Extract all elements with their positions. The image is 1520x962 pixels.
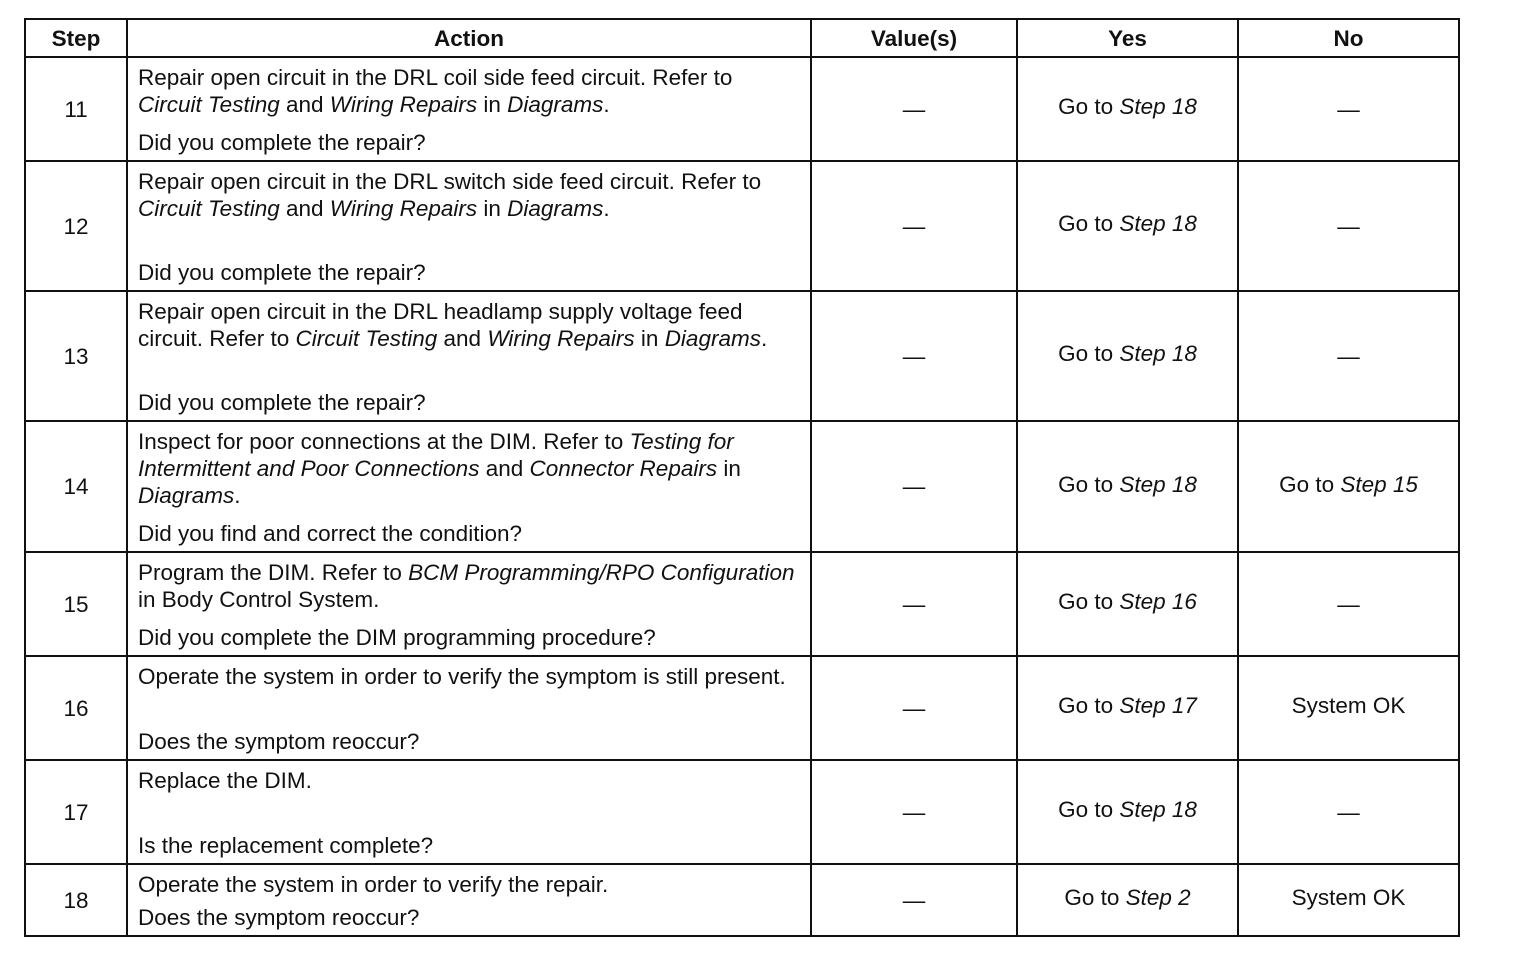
table-row — [25, 760, 1459, 864]
no-cell — [1238, 864, 1459, 936]
reference-text: Wiring Repairs — [329, 92, 478, 117]
instruction-text: and — [279, 92, 330, 117]
header-values: Value(s) — [811, 19, 1017, 57]
reference-text: Circuit Testing — [295, 326, 438, 351]
yes-goto-text: Go to — [1058, 94, 1120, 119]
no-cell — [1238, 656, 1459, 760]
table-row — [25, 552, 1459, 656]
reference-text: Wiring Repairs — [487, 326, 635, 351]
instruction-text: Inspect for poor connections at the DIM. Refer to — [138, 429, 630, 454]
value-cell: — — [811, 760, 1017, 864]
action-cell — [127, 864, 811, 936]
no-result-text: — — [1337, 344, 1360, 369]
step-number: 17 — [25, 760, 127, 864]
action-cell — [127, 161, 811, 291]
action-question: Is the replacement complete? — [138, 833, 434, 858]
instruction-text: Repair open circuit in the DRL switch side feed circuit. Refer to — [138, 169, 762, 194]
yes-step-ref: Step 18 — [1119, 797, 1197, 822]
action-question: Did you complete the repair? — [138, 260, 426, 285]
reference-text: Circuit Testing — [138, 92, 280, 117]
table-row — [25, 656, 1459, 760]
action-question: Did you complete the DIM programming procedure? — [138, 625, 656, 650]
no-cell — [1238, 57, 1459, 161]
value-cell: — — [811, 864, 1017, 936]
table-row — [25, 421, 1459, 552]
yes-step-ref: Step 18 — [1119, 471, 1197, 497]
action-instruction — [138, 168, 800, 222]
action-cell — [127, 421, 811, 552]
table-row — [25, 161, 1459, 291]
instruction-text: and — [279, 196, 330, 221]
instruction-text: . — [603, 92, 610, 117]
action-instruction — [138, 663, 800, 690]
reference-text: Circuit Testing — [138, 196, 280, 221]
no-cell — [1238, 552, 1459, 656]
action-question: Did you complete the repair? — [138, 130, 426, 155]
instruction-text: Operate the system in order to verify the repair. — [138, 872, 609, 897]
yes-step-ref: Step 16 — [1119, 589, 1197, 614]
yes-goto-text: Go to — [1058, 211, 1120, 236]
yes-cell — [1017, 421, 1238, 552]
action-cell — [127, 656, 811, 760]
yes-step-ref: Step 18 — [1119, 211, 1197, 236]
no-result-text: — — [1337, 214, 1360, 239]
value-cell: — — [811, 161, 1017, 291]
step-number: 18 — [25, 864, 127, 936]
action-cell — [127, 57, 811, 161]
table-body — [25, 57, 1459, 936]
action-instruction — [138, 871, 800, 898]
action-question: Did you find and correct the condition? — [138, 521, 522, 546]
yes-goto-text: Go to — [1058, 797, 1120, 822]
reference-text: Wiring Repairs — [329, 196, 478, 221]
header-yes: Yes — [1017, 19, 1238, 57]
value-cell: — — [811, 552, 1017, 656]
yes-cell — [1017, 864, 1238, 936]
table-row — [25, 291, 1459, 421]
header-no: No — [1238, 19, 1459, 57]
reference-text: Diagrams — [138, 483, 235, 508]
reference-text: BCM Programming/RPO Configuration — [408, 560, 795, 585]
instruction-text: . — [760, 326, 768, 351]
no-result-text: — — [1337, 592, 1360, 617]
action-cell — [127, 291, 811, 421]
yes-cell — [1017, 161, 1238, 291]
yes-goto-text: Go to — [1058, 341, 1120, 366]
yes-step-ref: Step 17 — [1119, 693, 1197, 718]
action-instruction — [138, 767, 800, 794]
yes-cell — [1017, 552, 1238, 656]
no-cell — [1238, 421, 1459, 552]
no-result-text: System OK — [1291, 693, 1406, 718]
step-number: 14 — [25, 421, 127, 552]
reference-text: Diagrams — [664, 326, 761, 351]
yes-goto-text: Go to — [1058, 693, 1120, 718]
reference-text: Diagrams — [507, 92, 604, 117]
no-result-text: — — [1337, 800, 1360, 825]
table-row — [25, 57, 1459, 161]
action-cell — [127, 552, 811, 656]
diagnostic-table — [24, 18, 1460, 937]
instruction-text: . — [603, 196, 610, 221]
action-question: Does the symptom reoccur? — [138, 905, 420, 930]
action-cell — [127, 760, 811, 864]
step-number: 13 — [25, 291, 127, 421]
no-result-text: System OK — [1291, 885, 1406, 910]
no-result-text: — — [1337, 97, 1360, 122]
no-cell — [1238, 291, 1459, 421]
action-question: Does the symptom reoccur? — [138, 729, 420, 754]
value-cell: — — [811, 656, 1017, 760]
instruction-text: . — [234, 483, 241, 508]
instruction-text: in — [634, 326, 665, 351]
value-cell: — — [811, 291, 1017, 421]
action-instruction — [138, 298, 800, 352]
instruction-text: in — [477, 196, 508, 221]
header-row — [25, 19, 1459, 57]
yes-cell — [1017, 760, 1238, 864]
yes-cell — [1017, 57, 1238, 161]
no-cell — [1238, 760, 1459, 864]
no-step-ref: Step 15 — [1340, 471, 1418, 497]
action-instruction — [138, 428, 800, 509]
step-number: 16 — [25, 656, 127, 760]
value-cell: — — [811, 57, 1017, 161]
instruction-text: and — [479, 456, 530, 481]
instruction-text: Replace the DIM. — [138, 768, 312, 793]
action-instruction — [138, 559, 800, 613]
table-row — [25, 864, 1459, 936]
yes-goto-text: Go to — [1064, 885, 1126, 910]
instruction-text: in — [717, 456, 741, 481]
reference-text: Diagrams — [507, 196, 604, 221]
yes-goto-text: Go to — [1058, 589, 1120, 614]
instruction-text: in Body Control System. — [138, 587, 380, 612]
instruction-text: in — [477, 92, 508, 117]
yes-step-ref: Step 2 — [1125, 885, 1191, 910]
action-instruction — [138, 64, 800, 118]
yes-goto-text: Go to — [1058, 471, 1120, 497]
step-number: 12 — [25, 161, 127, 291]
no-result-text: Go to — [1279, 471, 1341, 497]
step-number: 11 — [25, 57, 127, 161]
instruction-text: Operate the system in order to verify the symptom is still present. — [138, 664, 786, 689]
header-step: Step — [25, 19, 127, 57]
yes-cell — [1017, 656, 1238, 760]
step-number: 15 — [25, 552, 127, 656]
instruction-text: and — [437, 326, 488, 351]
header-action: Action — [127, 19, 811, 57]
instruction-text: Repair open circuit in the DRL coil side feed circuit. Refer to — [138, 65, 733, 90]
yes-step-ref: Step 18 — [1119, 94, 1197, 119]
reference-text: Connector Repairs — [529, 456, 718, 481]
instruction-text: Repair open circuit in the DRL headlamp supply voltage feed circuit. Refer to — [138, 299, 743, 351]
instruction-text: Program the DIM. Refer to — [138, 560, 409, 585]
value-cell: — — [811, 421, 1017, 552]
action-question: Did you complete the repair? — [138, 390, 426, 415]
yes-step-ref: Step 18 — [1119, 341, 1197, 366]
yes-cell — [1017, 291, 1238, 421]
reference-text: Testing for Intermittent and Poor Connections — [138, 429, 734, 481]
no-cell — [1238, 161, 1459, 291]
